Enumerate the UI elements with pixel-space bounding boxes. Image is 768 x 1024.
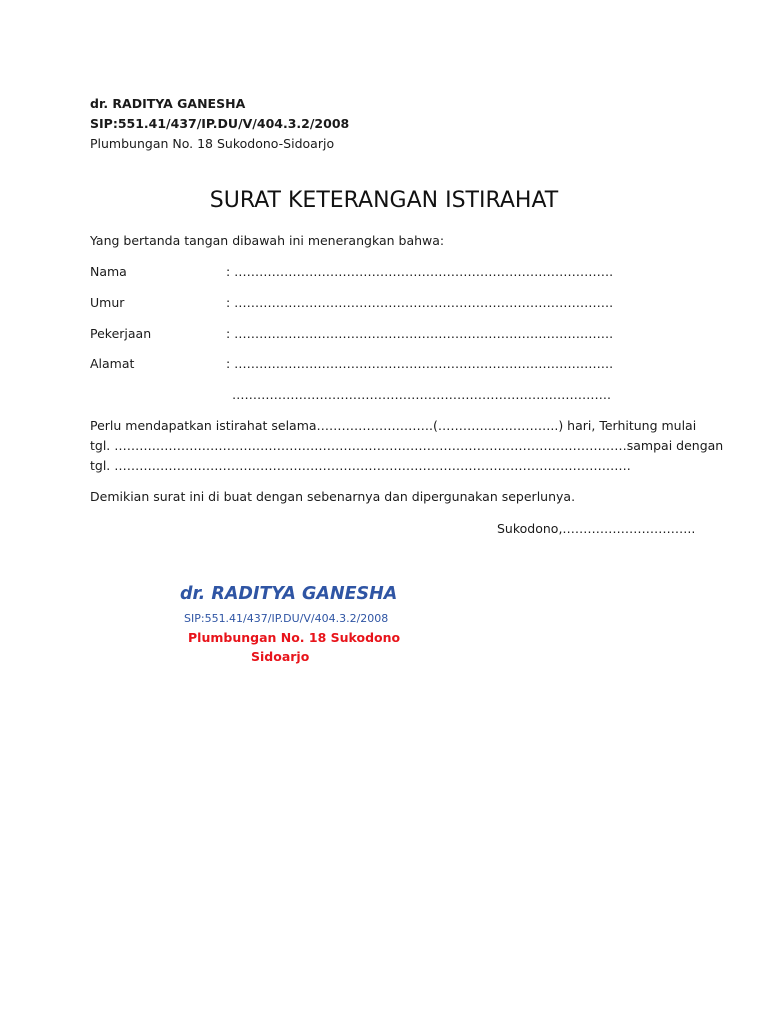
stamp-sip: SIP:551.41/437/IP.DU/V/404.3.2/2008: [184, 612, 389, 625]
rest-paragraph-line2: tgl. ……………………………………………………………………………………………………………sampai dengan: [90, 438, 724, 453]
field-value-alamat-continuation: ……………………………………………………………………………….: [232, 387, 611, 402]
header-doctor-name: dr. RADITYA GANESHA: [90, 96, 246, 111]
stamp-doctor-name: dr. RADITYA GANESHA: [180, 584, 398, 604]
field-value-alamat: : ……………………………………………………………………………….: [226, 356, 614, 371]
stamp-address-line1: Plumbungan No. 18 Sukodono: [188, 630, 401, 645]
document-title: SURAT KETERANGAN ISTIRAHAT: [209, 188, 559, 213]
field-label-nama: Nama: [90, 264, 127, 279]
place-date: Sukodono,…………………………..: [497, 521, 696, 536]
stamp-address-line2: Sidoarjo: [251, 649, 310, 664]
header-sip: SIP:551.41/437/IP.DU/V/404.3.2/2008: [90, 116, 350, 131]
field-label-pekerjaan: Pekerjaan: [90, 326, 152, 341]
header-address: Plumbungan No. 18 Sukodono-Sidoarjo: [90, 136, 335, 151]
rest-paragraph-line3: tgl. …………………………………………………………………………………………………………….: [90, 458, 631, 473]
field-value-pekerjaan: : ……………………………………………………………………………….: [226, 326, 614, 341]
closing-text: Demikian surat ini di buat dengan sebenarnya dan dipergunakan seperlunya.: [90, 489, 576, 504]
field-value-umur: : ……………………………………………………………………………….: [226, 295, 614, 310]
rest-paragraph-line1: Perlu mendapatkan istirahat selama……………………….(………………………..) hari, Terhitung mulai: [90, 418, 697, 433]
field-value-nama: : ……………………………………………………………………………….: [226, 264, 614, 279]
field-label-umur: Umur: [90, 295, 125, 310]
intro-text: Yang bertanda tangan dibawah ini menerangkan bahwa:: [90, 233, 445, 248]
field-label-alamat: Alamat: [90, 356, 135, 371]
